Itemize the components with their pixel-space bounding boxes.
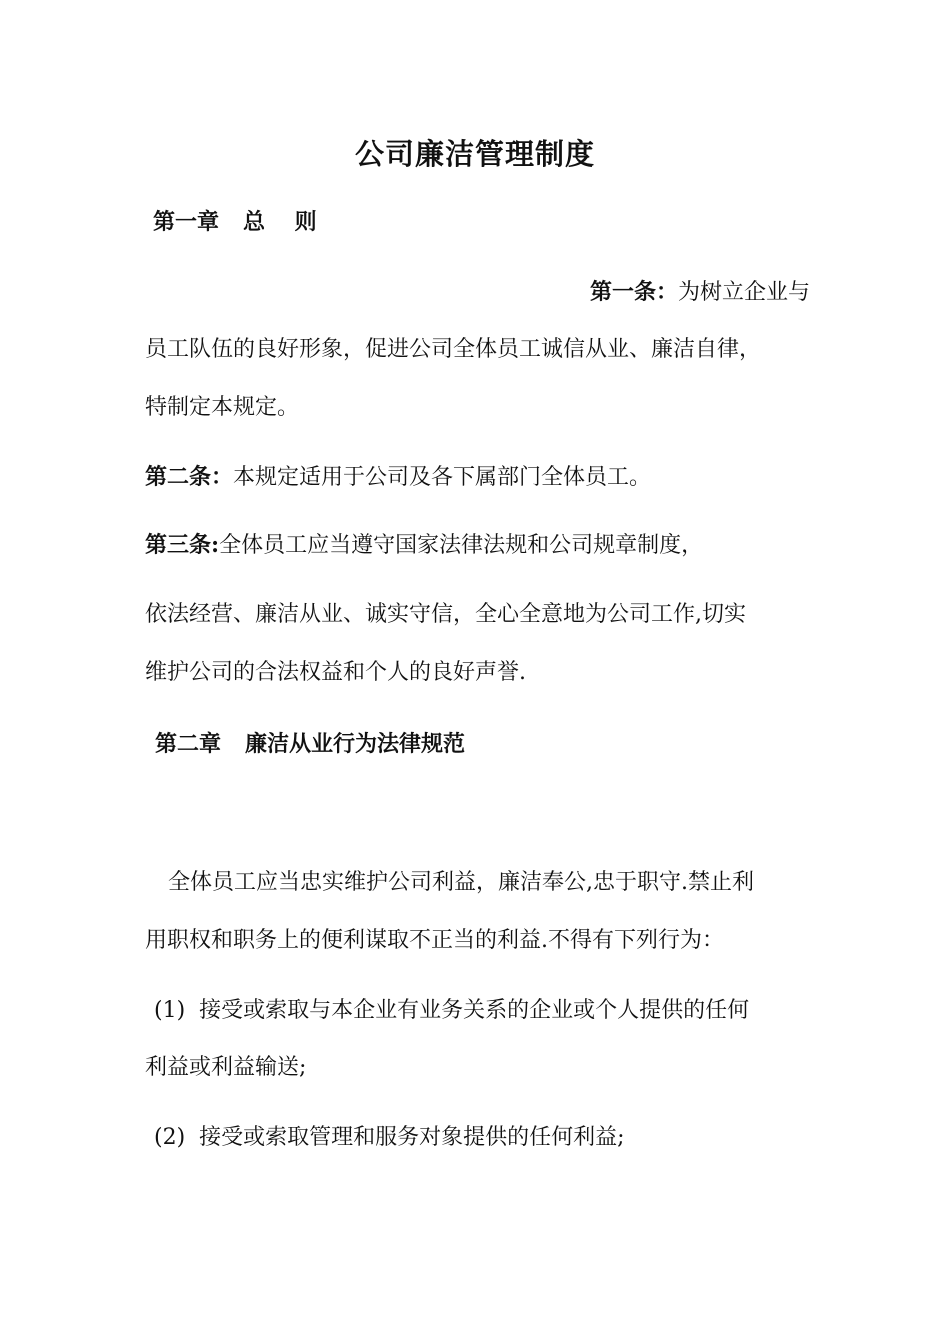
- article-3-line-1: [145, 530, 810, 561]
- list-item-1-line-1: [154, 996, 819, 1026]
- article-3-label: 第三条:: [145, 532, 220, 558]
- article-1-line-1: [145, 277, 810, 308]
- article-3-text-1: 全体员工应当遵守国家法律法规和公司规章制度，: [219, 533, 704, 558]
- article-1-line-2: 员工队伍的良好形象，促进公司全体员工诚信从业、廉洁自律，: [145, 337, 762, 362]
- chapter-1-number: 第一章: [153, 209, 220, 235]
- article-1-line-3: 特制定本规定。: [145, 395, 300, 420]
- article-1-text-1: 为树立企业与: [677, 280, 810, 305]
- document-title: 公司廉洁管理制度: [354, 137, 595, 171]
- chapter-1-title: 总 则: [243, 209, 317, 235]
- list-item-1-text-1: 接受或索取与本企业有业务关系的企业或个人提供的任何: [199, 998, 750, 1023]
- article-1-label: 第一条：: [589, 279, 678, 305]
- chapter-1-heading: [153, 207, 818, 237]
- article-3-line-3: 维护公司的合法权益和个人的良好声誉.: [145, 660, 526, 685]
- article-2-label: 第二条：: [145, 464, 234, 490]
- paragraph-1-line-2: 用职权和职务上的便利谋取不正当的利益.不得有下列行为：: [145, 928, 724, 953]
- article-3-line-2: 依法经营、廉洁从业、诚实守信，全心全意地为公司工作,切实: [145, 602, 746, 627]
- list-item-1-line-2: 利益或利益输送;: [145, 1055, 307, 1080]
- article-2-text: 本规定适用于公司及各下属部门全体员工。: [233, 465, 652, 490]
- chapter-2-heading: [155, 729, 820, 759]
- list-item-2: [154, 1123, 819, 1153]
- list-item-1-number: (1): [154, 998, 186, 1023]
- chapter-2-number: 第二章: [155, 731, 222, 757]
- chapter-2-title: 廉洁从业行为法律规范: [245, 731, 466, 757]
- list-item-2-text: 接受或索取管理和服务对象提供的任何利益;: [199, 1125, 625, 1150]
- paragraph-1-line-1: 全体员工应当忠实维护公司利益，廉洁奉公,忠于职守.禁止利: [168, 870, 754, 895]
- list-item-2-number: (2): [154, 1125, 186, 1150]
- article-2: [145, 462, 810, 493]
